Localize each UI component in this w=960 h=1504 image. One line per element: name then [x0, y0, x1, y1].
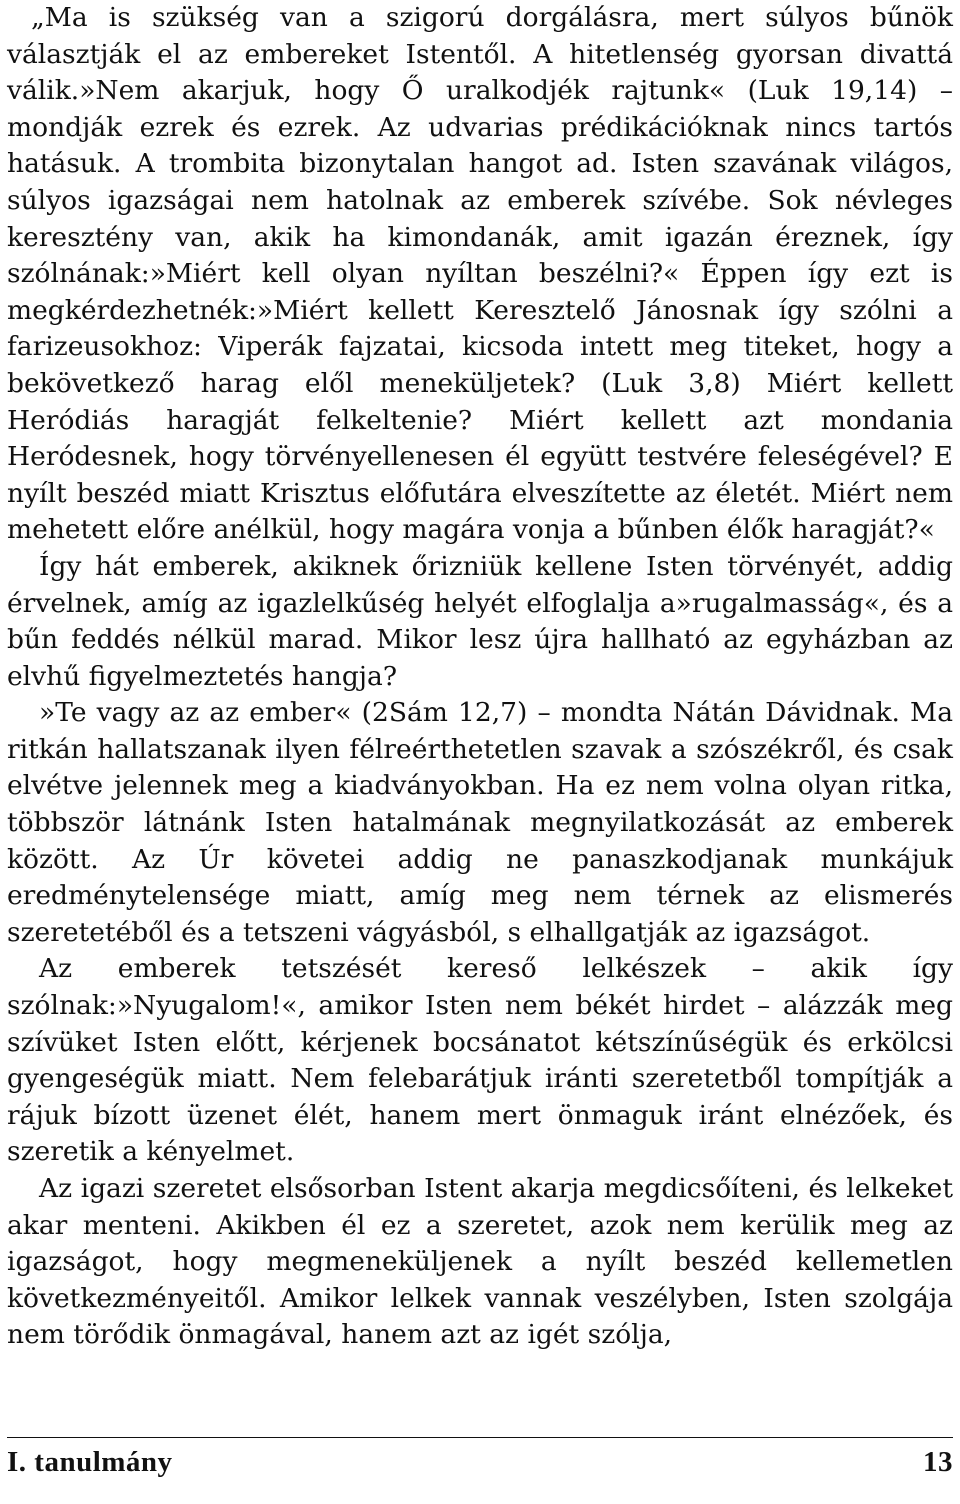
- page-footer: [7, 1437, 953, 1479]
- footer-row: [7, 1446, 953, 1479]
- paragraph: Így hát emberek, akiknek őrizniük kellene Isten törvényét, addig érvelnek, amíg az igazlelkűség helyét elfoglalja a»rugalmasság«, és a bűn feddés nélkül marad. Mikor lesz újra hallható az egyházban az elvhű figyelmeztetés hangja?: [7, 550, 953, 692]
- paragraph: »Te vagy az az ember« (2Sám 12,7) – mondta Nátán Dávidnak. Ma ritkán hallatszanak ilyen félreérthetetlen szavak a szószékről, és csak elvétve jelennek meg a kiadványokban. Ha ez nem volna olyan ritka, többször látnánk Isten hatalmának megnyilatkozását az emberek között. Az Úr követei addig ne panaszkodjanak munkájuk eredménytelensége miatt, amíg meg nem térnek az elismerés szeretetéből és a tetszeni vágyásból, s elhallgatják az igazságot.: [7, 697, 953, 948]
- paragraph: „Ma is szükség van a szigorú dorgálásra, mert súlyos bűnök választják el az embereket Istentől. A hitetlenség gyorsan divattá válik.»Nem akarjuk, hogy Ő uralkodjék rajtunk« (Luk 19,14) – mondják ezrek és ezrek. Az udvarias prédikációknak nincs tartós hatásuk. A trombita bizonytalan hangot ad. Isten szavának világos, súlyos igazságai nem hatolnak az emberek szívébe. Sok névleges keresztény van, akik ha kimondanák, amit igazán éreznek, így szólnának:»Miért kell olyan nyíltan beszélni?« Éppen így ezt is megkérdezhetnék:»Miért kellett Keresztelő Jánosnak így szólni a farizeusokhoz: Viperák fajzatai, kicsoda intett meg titeket, hogy a bekövetkező harag elől meneküljetek? (Luk 3,8) Miért kellett Heródiás haragját felkeltenie? Miért kellett azt mondania Heródesnek, hogy törvényellenesen él együtt testvére feleségével? E nyílt beszéd miatt Krisztus előfutára elveszítette az életét. Miért nem mehetett előre anélkül, hogy magára vonja a bűnben élők haragját?«: [7, 2, 953, 546]
- body-text: [7, 0, 953, 1354]
- page-number: 13: [923, 1446, 953, 1478]
- page-body: [7, 0, 953, 1354]
- paragraph: Az igazi szeretet elsősorban Istent akarja megdicsőíteni, és lelkeket akar menteni. Akikben él ez a szeretet, azok nem kerülik meg az igazságot, hogy megmeneküljenek a nyílt beszéd kellemetlen következményeitől. Amikor lelkek vannak veszélyben, Isten szolgája nem törődik önmagával, hanem azt az igét szólja,: [7, 1173, 953, 1351]
- footer-divider: [7, 1437, 953, 1438]
- paragraph: Az emberek tetszését kereső lelkészek – akik így szólnak:»Nyugalom!«, amikor Isten nem békét hirdet – alázzák meg szívüket Isten előtt, kérjenek bocsánatot kétszínűségük és erkölcsi gyengeségük miatt. Nem felebarátjuk iránti szeretetből tompítják a rájuk bízott üzenet élét, hanem mert önmaguk iránt elnézőek, és szeretik a kényelmet.: [7, 953, 953, 1168]
- section-title: I. tanulmány: [7, 1446, 173, 1478]
